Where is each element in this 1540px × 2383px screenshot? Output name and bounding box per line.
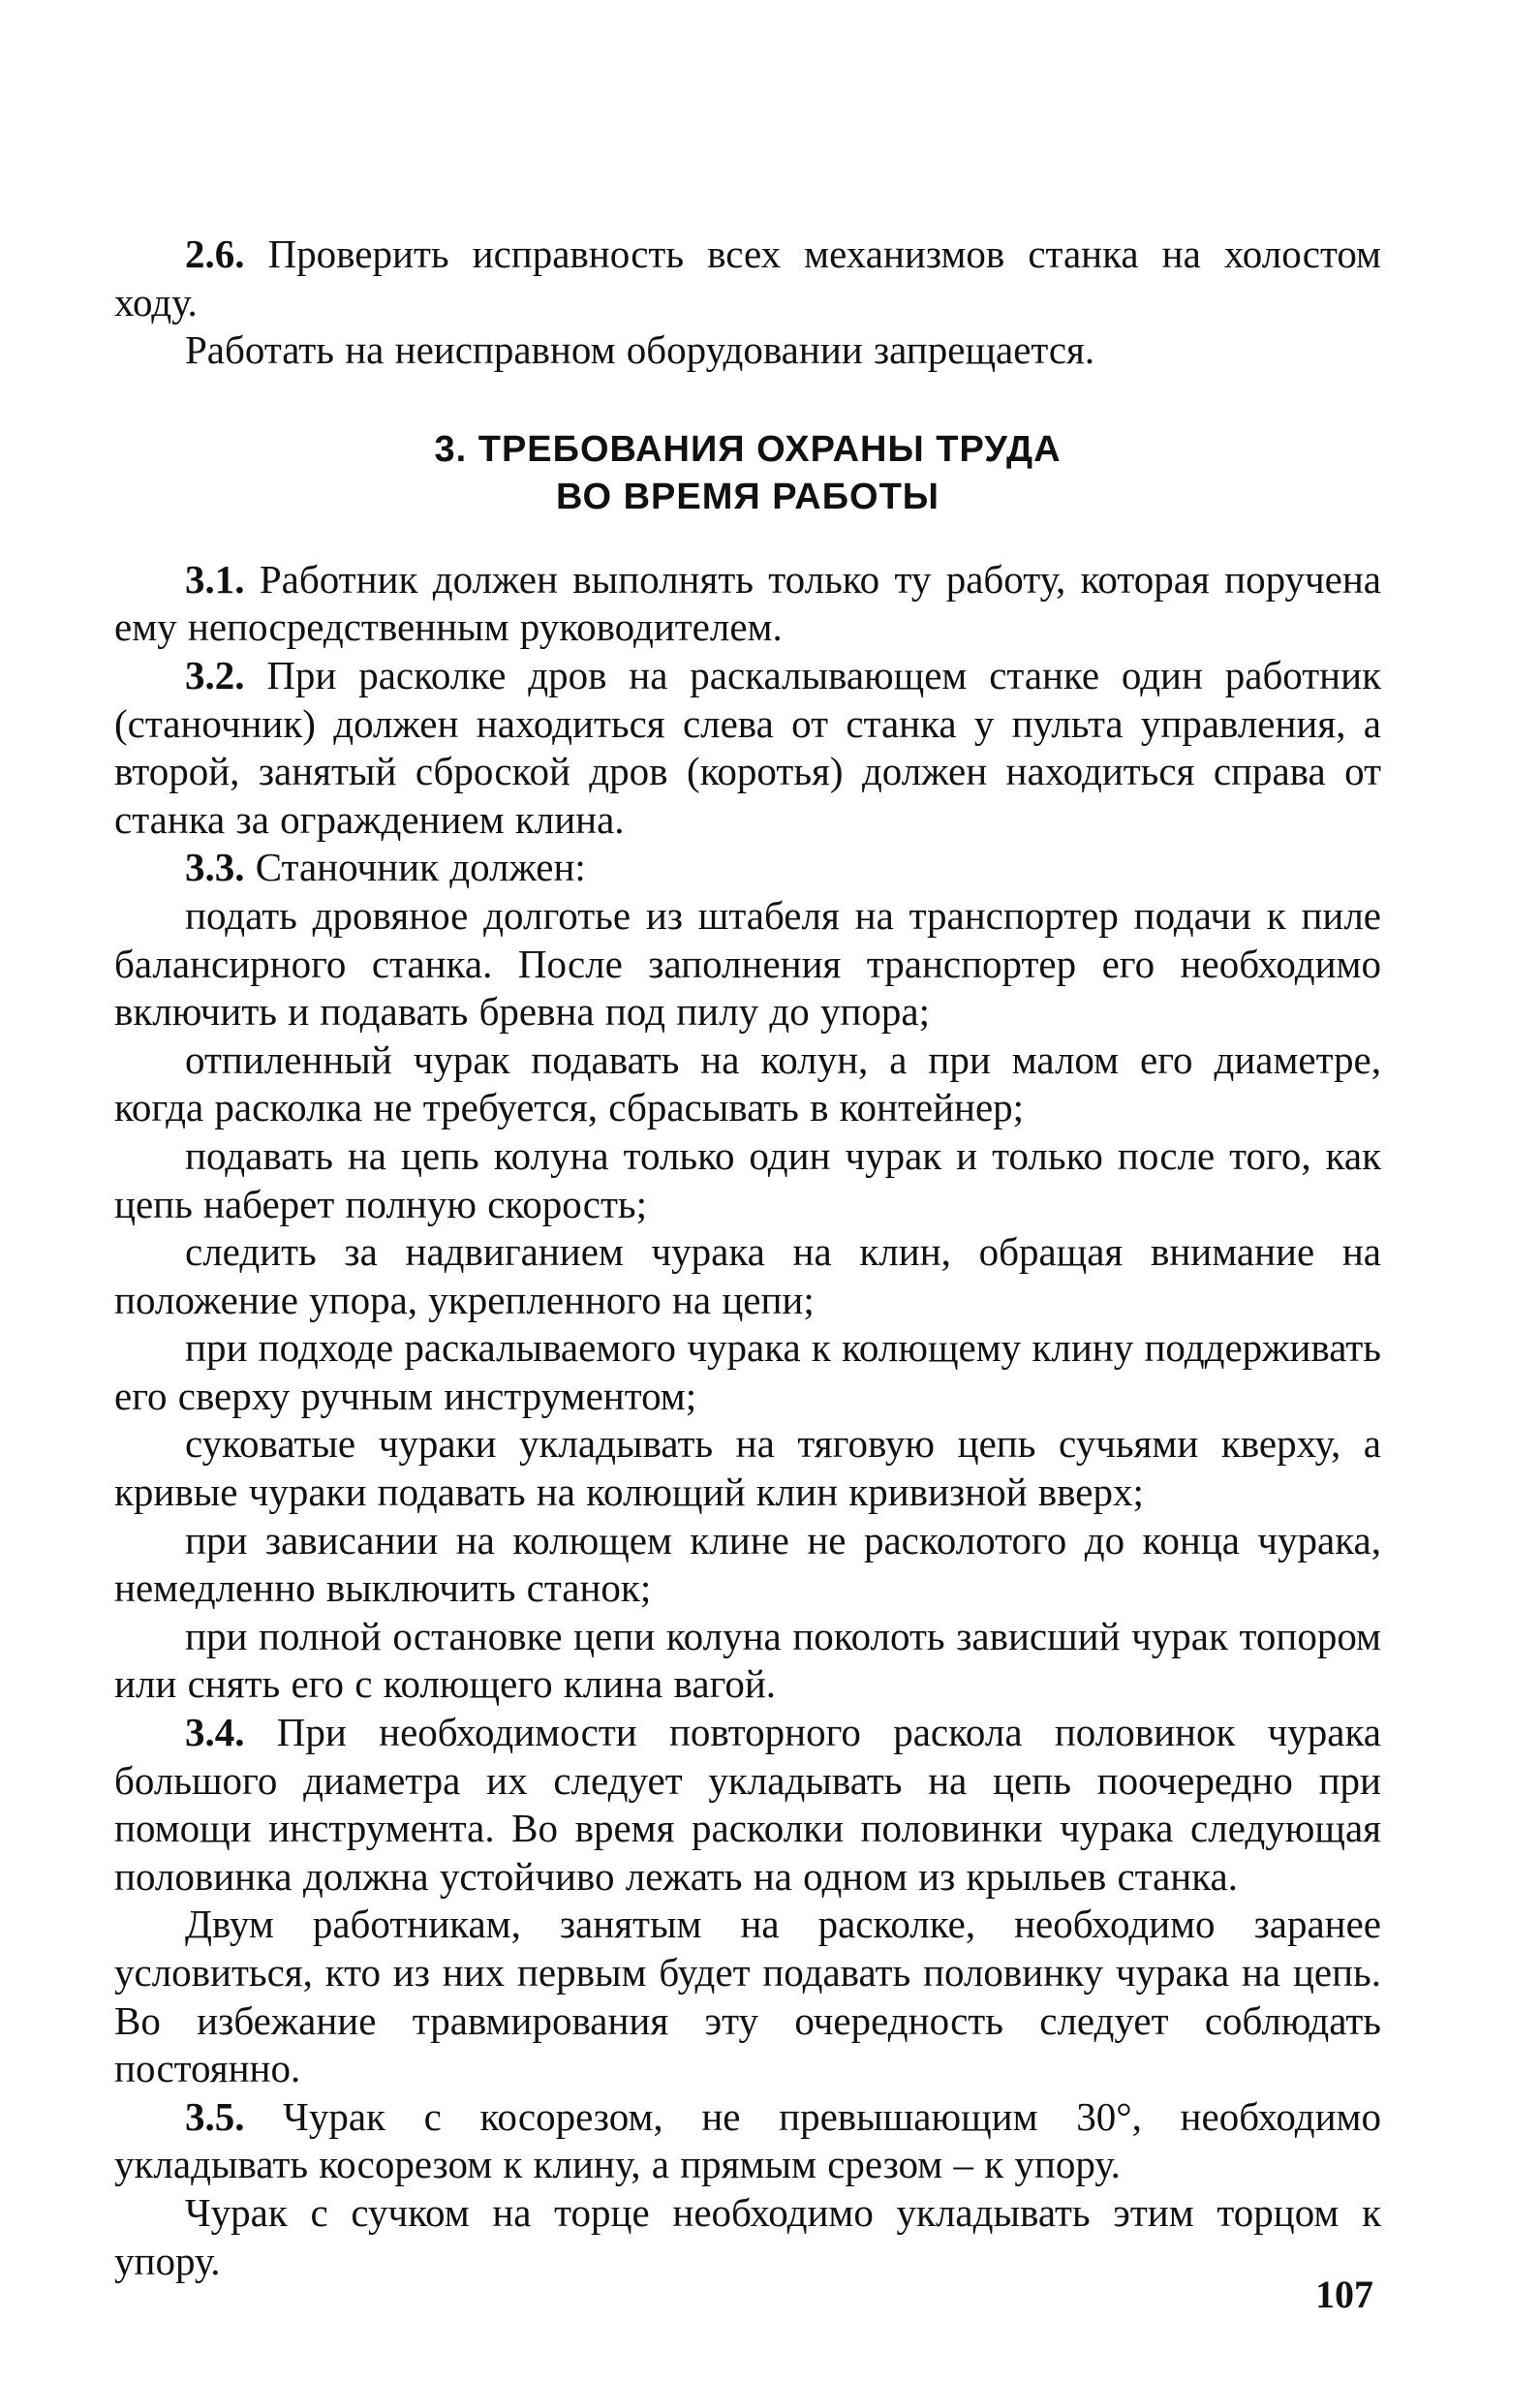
- paragraph-text: при зависании на колющем клине не расколотого до конца чурака, немедленно выключить станок;: [114, 1517, 1381, 1611]
- paragraph-knot-end: [114, 2189, 1381, 2285]
- clause-number: 3.5.: [185, 2093, 245, 2139]
- paragraph-2-6: [114, 231, 1381, 326]
- paragraph-stuck-block: [114, 1517, 1381, 1613]
- section-heading-line-2: ВО ВРЕМЯ РАБОТЫ: [555, 476, 939, 517]
- paragraph-text: При необходимости повторного раскола половинок чурака большого диаметра их следует укладывать на цепь поочередно при помощи инструмента. Во время расколки половинки чурака следующая половинка должна устойчиво лежать на одном из крыльев станка.: [114, 1710, 1381, 1899]
- paragraph-text: при полной остановке цепи колуна поколоть зависший чурак топором или снять его с колющего клина вагой.: [114, 1613, 1381, 1707]
- paragraph-text: при подходе раскалываемого чурака к колющему клину поддерживать его сверху ручным инструментом;: [114, 1325, 1381, 1418]
- paragraph-text: суковатые чураки укладывать на тяговую цепь сучьями кверху, а кривые чураки подавать на колющий клин кривизной вверх;: [114, 1421, 1381, 1515]
- section-heading: [114, 426, 1381, 521]
- paragraph-text: Станочник должен:: [244, 845, 586, 890]
- clause-number: 3.4.: [185, 1710, 245, 1755]
- paragraph-text: Работать на неисправном оборудовании запрещается.: [185, 327, 1095, 373]
- section-heading-line-1: 3. ТРЕБОВАНИЯ ОХРАНЫ ТРУДА: [434, 428, 1062, 470]
- paragraph-text: Чурак с косорезом, не превышающим 30°, необходимо укладывать косорезом к клину, а прямым срезом – к упору.: [114, 2093, 1381, 2187]
- paragraph-3-4: [114, 1709, 1381, 1901]
- paragraph-watch-wedge: [114, 1228, 1381, 1324]
- paragraph-text: При расколке дров на раскалывающем станке один работник (станочник) должен находиться слева от станка у пульта управления, а второй, занятый сброской дров (коротья) должен находиться справа от станка за ограждением клина.: [114, 652, 1381, 842]
- paragraph-text: Двум работникам, занятым на расколке, необходимо заранее условиться, кто из них первым будет подавать половинку чурака на цепь. Во избежание травмирования эту очередность следует соблюдать постоянно.: [114, 1902, 1381, 2091]
- paragraph-hand-tool: [114, 1324, 1381, 1420]
- paragraph-3-1: [114, 556, 1381, 652]
- paragraph-3-5: [114, 2093, 1381, 2189]
- paragraph-3-2: [114, 652, 1381, 844]
- clause-number: 2.6.: [185, 232, 245, 276]
- clause-number: 3.3.: [185, 845, 245, 890]
- paragraph-prohibition: [114, 326, 1381, 375]
- paragraph-text: отпиленный чурак подавать на колун, а при малом его диаметре, когда расколка не требуется, сбрасывать в контейнер;: [114, 1037, 1381, 1130]
- paragraph-knotty-blocks: [114, 1420, 1381, 1516]
- paragraph-text: Чурак с сучком на торце необходимо укладывать этим торцом к упору.: [114, 2189, 1381, 2283]
- paragraph-feed-logs: [114, 892, 1381, 1037]
- paragraph-text: подать дровяное долготье из штабеля на транспортер подачи к пиле балансирного станка. После заполнения транспортер его необходимо включить и подавать бревна под пилу до упора;: [114, 892, 1381, 1035]
- paragraph-text: следить за надвиганием чурака на клин, обращая внимание на положение упора, укрепленного на цепи;: [114, 1229, 1381, 1322]
- paragraph-text: подавать на цепь колуна только один чурак и только после того, как цепь наберет полную скорость;: [114, 1132, 1381, 1226]
- document-page: [114, 231, 1381, 2285]
- paragraph-chain-speed: [114, 1132, 1381, 1228]
- paragraph-two-workers: [114, 1901, 1381, 2092]
- clause-number: 3.2.: [185, 652, 245, 697]
- paragraph-cut-block: [114, 1037, 1381, 1132]
- paragraph-text: Проверить исправность всех механизмов станка на холостом ходу.: [114, 232, 1381, 325]
- clause-number: 3.1.: [185, 556, 245, 602]
- paragraph-3-3: [114, 844, 1381, 892]
- page-number: 107: [1315, 2273, 1373, 2316]
- paragraph-chain-stop: [114, 1613, 1381, 1709]
- paragraph-text: Работник должен выполнять только ту работу, которая поручена ему непосредственным руководителем.: [114, 556, 1381, 650]
